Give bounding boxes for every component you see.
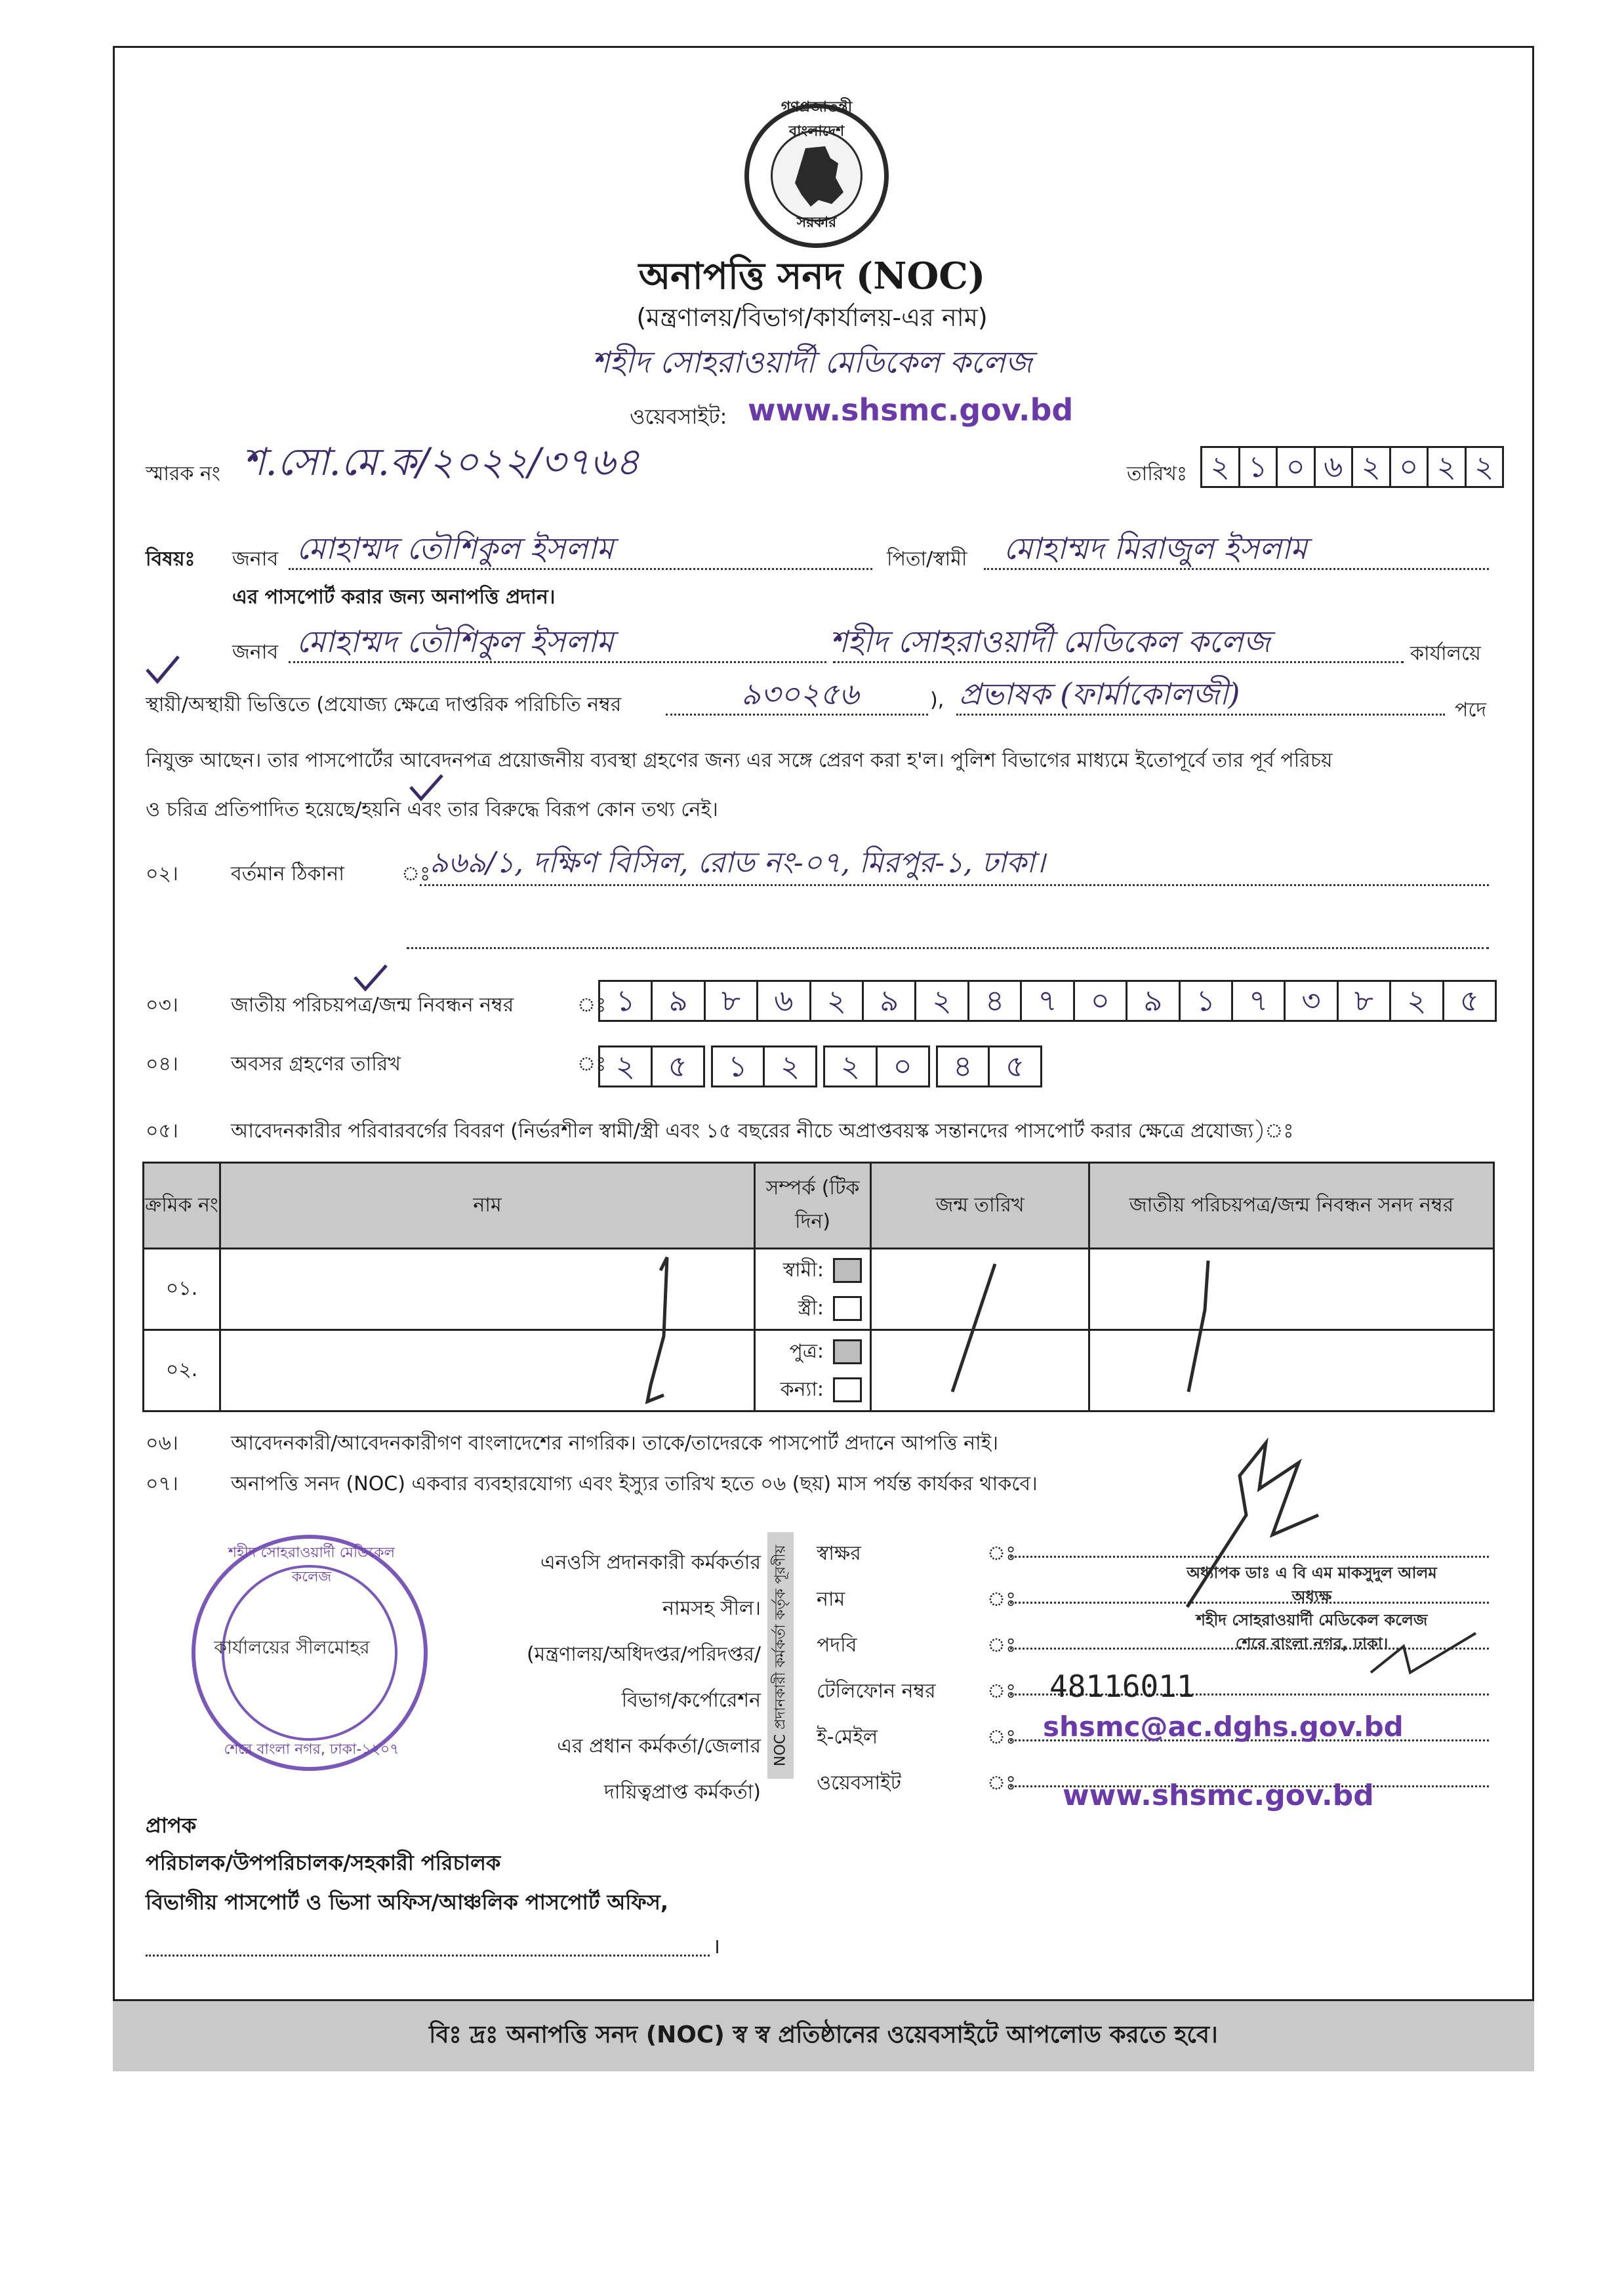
field-phone-label: টেলিফোন নম্বর: [817, 1680, 936, 1703]
note07-number: ০৭।: [146, 1472, 178, 1495]
institution-name: শহীদ সোহরাওয়ার্দী মেডিকেল কলেজ: [592, 344, 1032, 380]
date-digit-box: ০: [1389, 446, 1429, 488]
website-stamp: www.shsmc.gov.bd: [748, 392, 1074, 428]
subject-purpose: এর পাসপোর্ট করার জন্য অনাপত্তি প্রদান।: [232, 586, 556, 609]
nid-digit-box: ৯: [651, 980, 705, 1022]
date-label: তারিখঃ: [1127, 462, 1187, 485]
nid-digit-box: ৬: [756, 980, 811, 1022]
recipient-line2: বিভাগীয় পাসপোর্ট ও ভিসা অফিস/আঞ্চলিক পাসপোর্ট অফিস,: [146, 1890, 669, 1915]
body-line4: ও চরিত্র প্রতিপাদিত হয়েছে/হয়নি এবং তার বিরুদ্ধে বিরূপ কোন তথ্য নেই।: [146, 798, 718, 821]
purple-seal-bottom-text: শেরে বাংলা নগর, ঢাকা-১২০৭: [224, 1741, 399, 1758]
nid-digit-box: ২: [1389, 980, 1444, 1022]
address-text: ৯৬৯/১, দক্ষিণ বিসিল, রোড নং-০৭, মিরপুর-১, ঢাকা।: [430, 846, 1045, 880]
relation-daughter-label: কন্যা:: [780, 1377, 824, 1401]
date-digit-box: ২: [1427, 446, 1467, 488]
col-nid-header: জাতীয় পরিচয়পত্র/জন্ম নিবন্ধন সনদ নম্বর: [1089, 1163, 1494, 1249]
field-name-label: নাম: [817, 1588, 845, 1611]
retire-digit-box: ১: [711, 1045, 765, 1087]
retire-digit-box: ৫: [651, 1045, 705, 1087]
col-serial-header: ক্রমিক নং: [144, 1163, 220, 1249]
recipient-label: প্রাপক: [146, 1813, 197, 1838]
footer-note: বিঃ দ্রঃ অনাপত্তি সনদ (NOC) স্ব স্ব প্রতিষ্ঠানের ওয়েবসাইটে আপলোড করতে হবে।: [113, 1999, 1534, 2071]
relation-son-label: পুত্র:: [789, 1339, 824, 1363]
field-email-label: ই-মেইল: [817, 1726, 878, 1749]
address-line-2: [407, 947, 1489, 949]
nid-digit-box: ৮: [1337, 980, 1391, 1022]
recipient-line1: পরিচালক/উপপরিচালক/সহকারী পরিচালক: [146, 1850, 501, 1875]
noc-officer-band: NOC প্রদানকারী কর্মকর্তা কর্তৃক পূরণীয়: [767, 1532, 794, 1779]
nid-digit-box: ৯: [862, 980, 916, 1022]
retire-digit-box: ৪: [936, 1045, 990, 1087]
date-digit-box: ৬: [1314, 446, 1354, 488]
retirement-date-boxes: [598, 1045, 1040, 1087]
mr-label: জনাব: [232, 548, 279, 571]
row-serial: ০২.: [144, 1330, 220, 1411]
purple-seal-top-text: শহীদ সোহরাওয়ার্দী মেডিকেল কলেজ: [228, 1545, 395, 1585]
applicant-name: মোহাম্মদ তৌশিকুল ইসলাম: [296, 531, 614, 566]
body-line2-prefix: স্থায়ী/অস্থায়ী ভিত্তিতে (প্রযোজ্য ক্ষেত্রে দাপ্তরিক পরিচিতি নম্বর: [146, 693, 622, 716]
field-website-label: ওয়েবসাইট: [817, 1772, 901, 1795]
designation: প্রভাষক (ফার্মাকোলজী): [959, 676, 1240, 712]
date-digit-box: ২: [1200, 446, 1240, 488]
item05-number: ০৫।: [146, 1120, 178, 1143]
relation-wife-label: স্ত্রী:: [798, 1296, 824, 1320]
officer-name-stamp: অধ্যাপক ডাঃ এ বি এম মাকসুদুল আলম অধ্যক্ষ শহীদ সোহরাওয়ার্দী মেডিকেল কলেজ শেরে বাংলা নগর, ঢাকা।: [1187, 1564, 1437, 1653]
father-label: পিতা/স্বামী: [887, 548, 967, 571]
document-title: অনাপত্তি সনদ (NOC): [638, 254, 986, 298]
nid-digit-box: ৯: [1126, 980, 1180, 1022]
body-office: শহীদ সোহরাওয়ার্দী মেডিকেল কলেজ: [830, 624, 1270, 659]
email-stamp: shsmc@ac.dghs.gov.bd: [1043, 1711, 1404, 1743]
officer-description: এনওসি প্রদানকারী কর্মকর্তার নামসহ সীল। (মন্ত্রণালয়/অধিদপ্তর/পরিদপ্তর/ বিভাগ/কর্পোরেশন এর প্রধান কর্মকর্তা/জেলার দায়িত্বপ্রাপ্ত কর্মকর্তা): [526, 1551, 761, 1804]
subject-label: বিষয়ঃ: [146, 548, 195, 571]
officer-field-labels: [817, 1531, 936, 1806]
item04-label: অবসর গ্রহণের তারিখ: [231, 1053, 401, 1076]
item02-label: বর্তমান ঠিকানা: [231, 862, 344, 885]
issue-date-boxes: [1200, 446, 1502, 488]
nid-digit-box: ১: [598, 980, 653, 1022]
office-suffix: কার্যালয়ে: [1410, 642, 1481, 665]
nid-digit-box: ৭: [1231, 980, 1286, 1022]
memo-number: শ.সো.মে.ক/২০২২/৩৭৬৪: [243, 439, 640, 484]
checkmark-icon: [351, 963, 390, 992]
post-suffix: পদে: [1455, 699, 1487, 721]
nid-digit-box: ৪: [967, 980, 1022, 1022]
seal-bottom-text: সরকার: [796, 214, 837, 231]
recipient-blank-line: [146, 1955, 710, 1957]
field-designation-label: পদবি: [817, 1634, 857, 1657]
nid-digit-box: ৩: [1284, 980, 1338, 1022]
retire-digit-box: ২: [823, 1045, 878, 1087]
item04-colon: ঃ: [577, 1053, 607, 1076]
retire-digit-box: ০: [876, 1045, 930, 1087]
row-serial: ০১.: [144, 1249, 220, 1330]
phone-stamp: 48116011: [1049, 1669, 1195, 1704]
note07-text: অনাপত্তি সনদ (NOC) একবার ব্যবহারযোগ্য এবং ইস্যুর তারিখ হতে ০৬ (ছয়) মাস পর্যন্ত কার্যকর থাকবে।: [231, 1472, 1038, 1495]
item04-number: ০৪।: [146, 1053, 178, 1076]
date-digit-box: ১: [1238, 446, 1278, 488]
date-digit-box: ০: [1276, 446, 1316, 488]
item02-number: ০২।: [146, 862, 178, 885]
recipient-line-end: ।: [712, 1934, 721, 1958]
retire-digit-box: ২: [598, 1045, 653, 1087]
col-relation-header: সম্পর্ক (টিক দিন): [755, 1163, 871, 1249]
field-signature-label: স্বাক্ষর: [817, 1542, 861, 1565]
seal-top-text: গণপ্রজাতন্ত্রী বাংলাদেশ: [781, 99, 853, 140]
nid-digit-box: ০: [1073, 980, 1127, 1022]
body-mr-label: জনাব: [232, 641, 279, 664]
retire-digit-box: ২: [763, 1045, 817, 1087]
nid-digit-box: ৫: [1442, 980, 1497, 1022]
nid-digit-box: ১: [1179, 980, 1233, 1022]
date-digit-box: ২: [1465, 446, 1505, 488]
website-footer-stamp: www.shsmc.gov.bd: [1063, 1779, 1374, 1812]
body-applicant-name: মোহাম্মদ তৌশিকুল ইসলাম: [296, 624, 614, 659]
item03-label: জাতীয় পরিচয়পত্র/জন্ম নিবন্ধন নম্বর: [231, 994, 514, 1017]
nid-digit-box: ২: [809, 980, 864, 1022]
checkmark-icon: [407, 773, 446, 802]
body-line3: নিযুক্ত আছেন। তার পাসপোর্টের আবেদনপত্র প্রয়োজনীয় ব্যবস্থা গ্রহণের জন্য এর সঙ্গে প্রেরণ করা হ'ল। পুলিশ বিভাগের মাধ্যমে ইতোপূর্বে তার পূর্ব পরিচয়: [146, 749, 1333, 772]
item05-label: আবেদনকারীর পরিবারবর্গের বিবরণ (নির্ভরশীল স্বামী/স্ত্রী এবং ১৫ বছরের নীচে অপ্রাপ্তবয়স্ক সন্তানদের পাসপোর্ট করার ক্ষেত্রে প্রযোজ্য)ঃ: [231, 1120, 1294, 1143]
office-id: ৯৩০২৫৬: [741, 676, 859, 712]
date-digit-box: ২: [1351, 446, 1391, 488]
col-name-header: নাম: [220, 1163, 755, 1249]
item03-colon: ঃ: [577, 994, 607, 1017]
office-seal-caption: কার্যালয়ের সীলমোহর: [214, 1636, 370, 1658]
retire-digit-box: ৫: [988, 1045, 1042, 1087]
item03-number: ০৩।: [146, 994, 178, 1017]
document-subtitle: (মন্ত্রণালয়/বিভাগ/কার্যালয়-এর নাম): [636, 303, 988, 332]
relation-husband-label: স্বামী:: [782, 1258, 824, 1282]
nid-digit-box: ৮: [704, 980, 758, 1022]
item02-colon: ঃ: [401, 862, 431, 885]
note06-number: ০৬।: [146, 1432, 178, 1455]
nid-digit-box: ৭: [1020, 980, 1074, 1022]
officer-field-colons: ঃ ঃ ঃ ঃ ঃ ঃ: [987, 1542, 1017, 1795]
checkmark-icon: [143, 653, 182, 685]
nid-digit-box: ২: [914, 980, 969, 1022]
note06-text: আবেদনকারী/আবেদনকারীগণ বাংলাদেশের নাগরিক। তাকে/তাদেরকে পাসপোর্ট প্রদানে আপত্তি নাই।: [231, 1432, 999, 1455]
col-dob-header: জন্ম তারিখ: [871, 1163, 1089, 1249]
website-label: ওয়েবসাইট:: [630, 404, 727, 429]
strike-through-marks: [142, 1244, 1495, 1408]
father-name: মোহাম্মদ মিরাজুল ইসলাম: [1004, 531, 1307, 566]
memo-label: স্মারক নং: [146, 462, 220, 485]
nid-number-boxes: [598, 980, 1495, 1022]
